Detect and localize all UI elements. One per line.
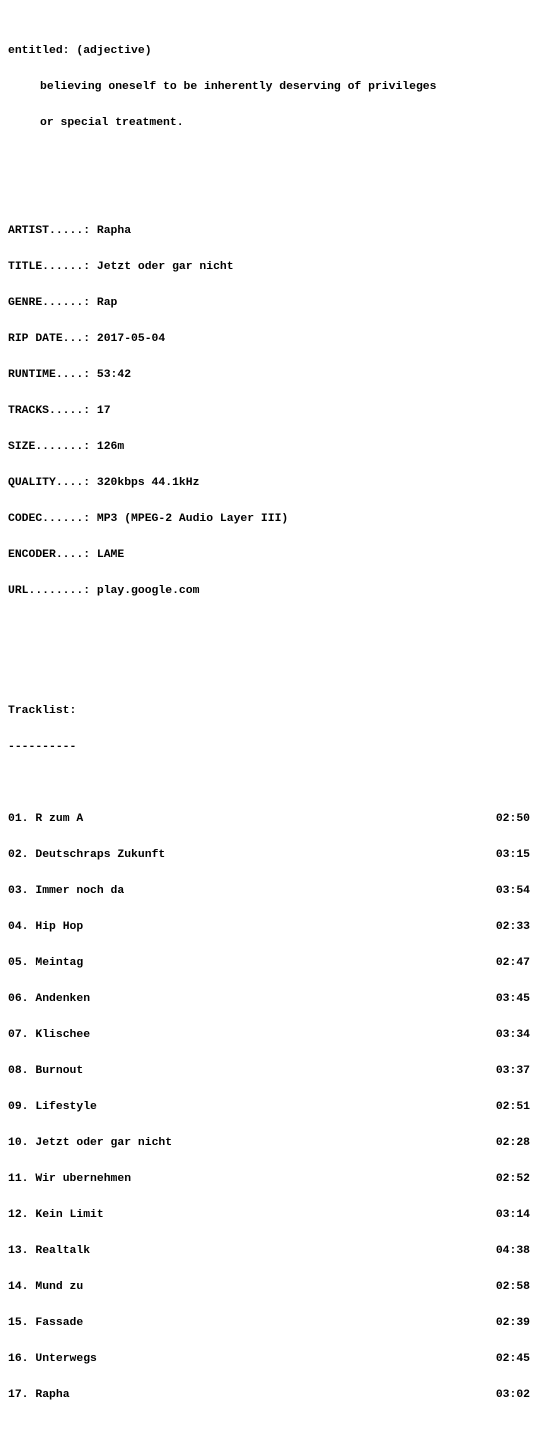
track-time: 02:47	[495, 957, 530, 969]
track-row	[8, 885, 530, 897]
field-value: 53:42	[96, 369, 132, 381]
track-title: Andenken	[35, 993, 91, 1005]
track-title: Mund zu	[35, 1281, 84, 1293]
field-value: Rap	[96, 297, 118, 309]
track-number: 11.	[8, 1173, 29, 1185]
field-value: Rapha	[96, 225, 132, 237]
track-number: 17.	[8, 1389, 29, 1401]
track-title: R zum A	[35, 813, 84, 825]
track-time: 03:37	[495, 1065, 530, 1077]
track-title: Kein Limit	[35, 1209, 104, 1221]
track-time: 02:58	[495, 1281, 530, 1293]
track-number: 12.	[8, 1209, 29, 1221]
track-row	[8, 813, 530, 825]
tracklist-underline: ----------	[8, 741, 77, 753]
track-time: 03:34	[495, 1029, 530, 1041]
field-label: SIZE.......:	[8, 441, 91, 453]
field-value: MP3 (MPEG-2 Audio Layer III)	[96, 513, 289, 525]
field-tracks	[8, 405, 530, 417]
field-value: Jetzt oder gar nicht	[96, 261, 234, 273]
track-title: Deutschraps Zukunft	[35, 849, 166, 861]
track-number: 01.	[8, 813, 29, 825]
track-title: Fassade	[35, 1317, 84, 1329]
field-quality	[8, 477, 530, 489]
track-title: Wir ubernehmen	[35, 1173, 132, 1185]
track-number: 06.	[8, 993, 29, 1005]
field-value: 126m	[96, 441, 125, 453]
field-size	[8, 441, 530, 453]
field-artist	[8, 225, 530, 237]
track-row	[8, 1029, 530, 1041]
track-time: 02:51	[495, 1101, 530, 1113]
tracklist	[8, 789, 530, 1425]
field-label: RUNTIME....:	[8, 369, 91, 381]
track-title: Hip Hop	[35, 921, 84, 933]
track-row	[8, 1101, 530, 1113]
track-time: 03:14	[495, 1209, 530, 1221]
spacer	[8, 153, 530, 165]
track-number: 07.	[8, 1029, 29, 1041]
track-number: 10.	[8, 1137, 29, 1149]
track-number: 02.	[8, 849, 29, 861]
track-number: 09.	[8, 1101, 29, 1113]
track-row	[8, 1281, 530, 1293]
track-row	[8, 1173, 530, 1185]
track-row	[8, 849, 530, 861]
track-time: 04:38	[495, 1245, 530, 1257]
field-value: play.google.com	[96, 585, 200, 597]
field-value: 17	[96, 405, 111, 417]
definition-line-1: believing oneself to be inherently deserving of privileges	[40, 81, 437, 93]
field-label: URL........:	[8, 585, 91, 597]
track-time: 02:45	[495, 1353, 530, 1365]
track-number: 16.	[8, 1353, 29, 1365]
track-title: Burnout	[35, 1065, 84, 1077]
track-time: 03:15	[495, 849, 530, 861]
track-number: 15.	[8, 1317, 29, 1329]
track-row	[8, 1137, 530, 1149]
track-title: Lifestyle	[35, 1101, 97, 1113]
field-value: 320kbps 44.1kHz	[96, 477, 200, 489]
track-time: 02:28	[495, 1137, 530, 1149]
track-row	[8, 1065, 530, 1077]
track-title: Meintag	[35, 957, 84, 969]
track-number: 03.	[8, 885, 29, 897]
field-value: LAME	[96, 549, 125, 561]
track-time: 03:45	[495, 993, 530, 1005]
track-title: Unterwegs	[35, 1353, 97, 1365]
field-label: GENRE......:	[8, 297, 91, 309]
track-row	[8, 1389, 530, 1401]
field-runtime	[8, 369, 530, 381]
track-number: 04.	[8, 921, 29, 933]
track-row	[8, 921, 530, 933]
field-label: RIP DATE...:	[8, 333, 91, 345]
field-label: CODEC......:	[8, 513, 91, 525]
field-label: TRACKS.....:	[8, 405, 91, 417]
spacer	[8, 657, 530, 669]
track-row	[8, 993, 530, 1005]
definition-term: entitled: (adjective)	[8, 45, 152, 57]
field-label: QUALITY....:	[8, 477, 91, 489]
track-time: 02:52	[495, 1173, 530, 1185]
track-row	[8, 1317, 530, 1329]
track-time: 02:33	[495, 921, 530, 933]
track-row	[8, 1209, 530, 1221]
track-title: Realtalk	[35, 1245, 91, 1257]
track-number: 13.	[8, 1245, 29, 1257]
field-codec	[8, 513, 530, 525]
track-time: 02:39	[495, 1317, 530, 1329]
field-encoder	[8, 549, 530, 561]
field-url	[8, 585, 530, 597]
field-label: ENCODER....:	[8, 549, 91, 561]
track-row	[8, 1353, 530, 1365]
track-number: 08.	[8, 1065, 29, 1077]
field-label: TITLE......:	[8, 261, 91, 273]
tracklist-heading: Tracklist:	[8, 705, 77, 717]
track-time: 02:50	[495, 813, 530, 825]
track-number: 14.	[8, 1281, 29, 1293]
track-time: 03:02	[495, 1389, 530, 1401]
field-title	[8, 261, 530, 273]
track-row	[8, 1245, 530, 1257]
track-time: 03:54	[495, 885, 530, 897]
release-info	[8, 201, 530, 621]
definition-line-2: or special treatment.	[40, 117, 184, 129]
field-label: ARTIST.....:	[8, 225, 91, 237]
track-title: Immer noch da	[35, 885, 125, 897]
track-title: Rapha	[35, 1389, 70, 1401]
field-genre	[8, 297, 530, 309]
nfo-document	[8, 21, 530, 1437]
track-number: 05.	[8, 957, 29, 969]
track-title: Klischee	[35, 1029, 91, 1041]
field-rip-date	[8, 333, 530, 345]
track-row	[8, 957, 530, 969]
field-value: 2017-05-04	[96, 333, 166, 345]
track-title: Jetzt oder gar nicht	[35, 1137, 173, 1149]
